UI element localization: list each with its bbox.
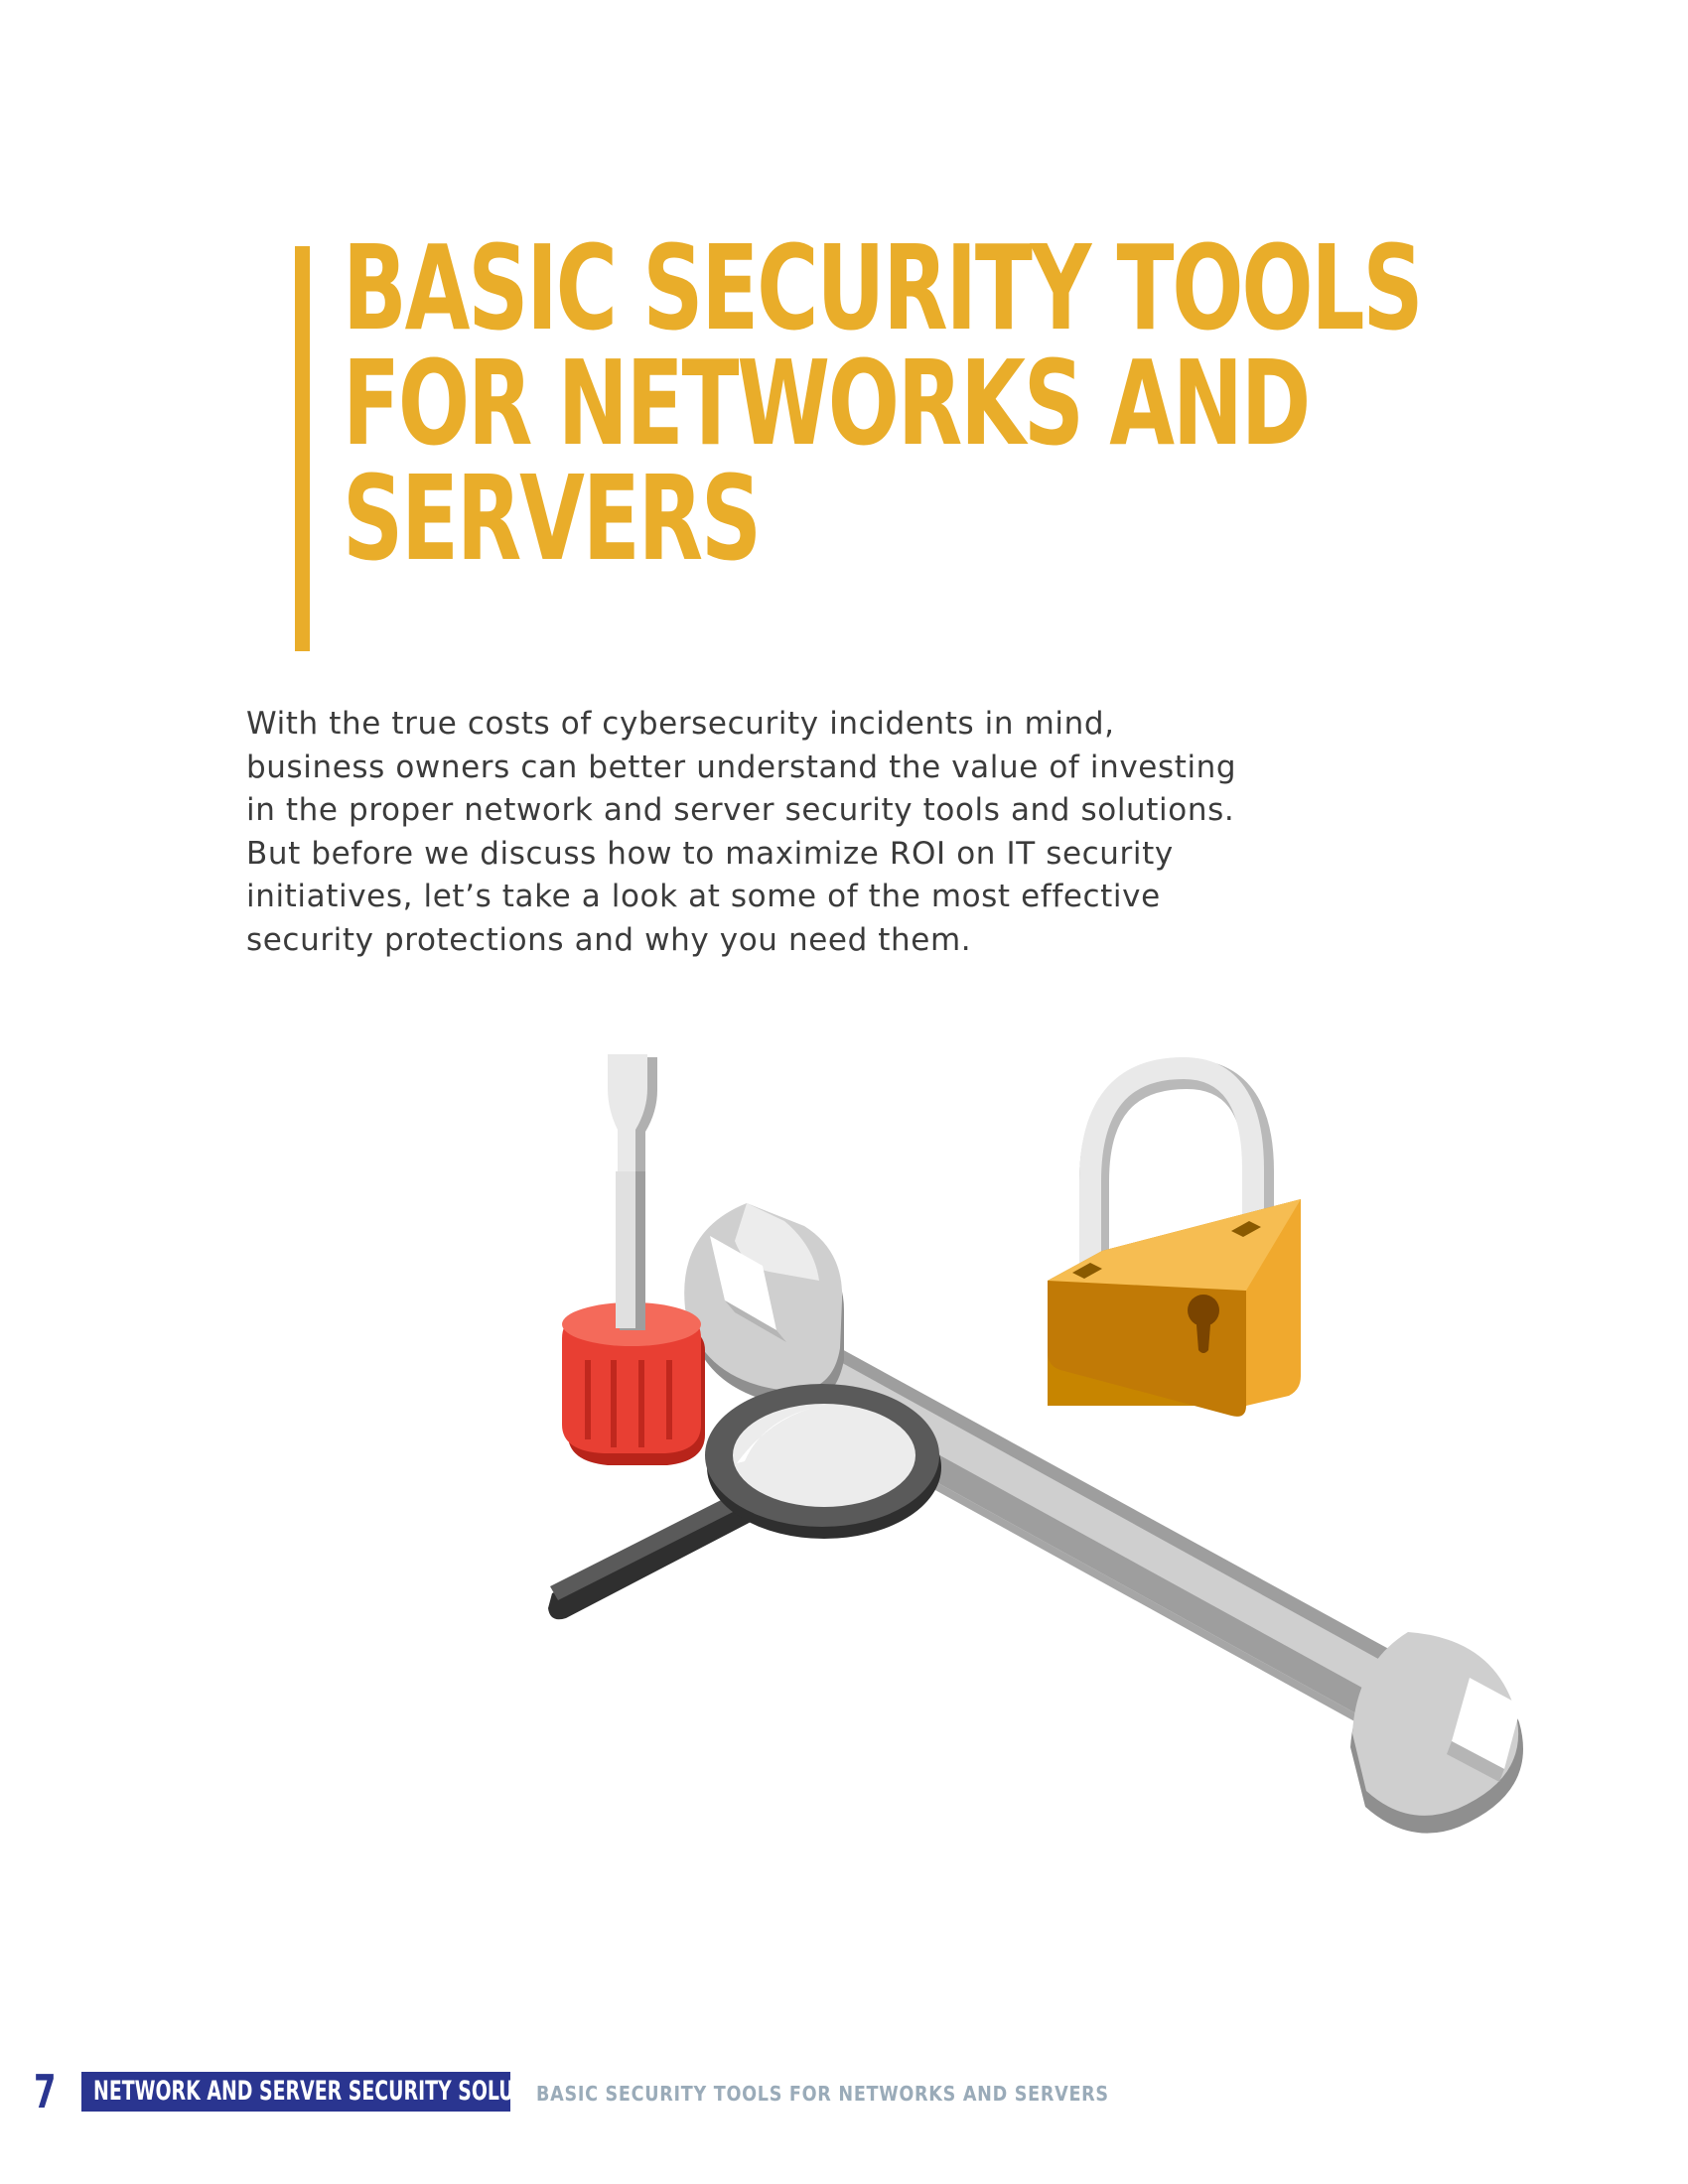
title-line: BASIC SECURITY TOOLS <box>343 219 1422 356</box>
padlock-icon <box>1048 1068 1301 1417</box>
title-line: SERVERS <box>343 450 760 587</box>
screwdriver-icon <box>562 1054 705 1465</box>
intro-line: With the true costs of cybersecurity incidents in mind, <box>246 706 1115 742</box>
publication-badge <box>81 2072 580 2112</box>
page-number: 7 <box>34 2065 57 2118</box>
intro-paragraph <box>246 703 1239 962</box>
section-title: BASIC SECURITY TOOLS FOR NETWORKS AND SERVERS <box>536 2082 1109 2106</box>
page-title <box>343 219 1422 587</box>
intro-line: security protections and why you need them. <box>246 921 972 958</box>
intro-line: business owners can better understand the value of investing <box>246 749 1237 785</box>
intro-line: in the proper network and server security tools and solutions. <box>246 792 1235 828</box>
publication-title: NETWORK AND SERVER SECURITY SOLUTIONS <box>93 2076 580 2107</box>
intro-line: initiatives, let’s take a look at some of the most effective <box>246 879 1161 914</box>
security-tools-illustration <box>516 1062 1589 1916</box>
title-accent-bar <box>295 246 310 651</box>
title-line: FOR NETWORKS AND <box>343 335 1310 472</box>
intro-line: But before we discuss how to maximize ROI on IT security <box>246 835 1174 872</box>
